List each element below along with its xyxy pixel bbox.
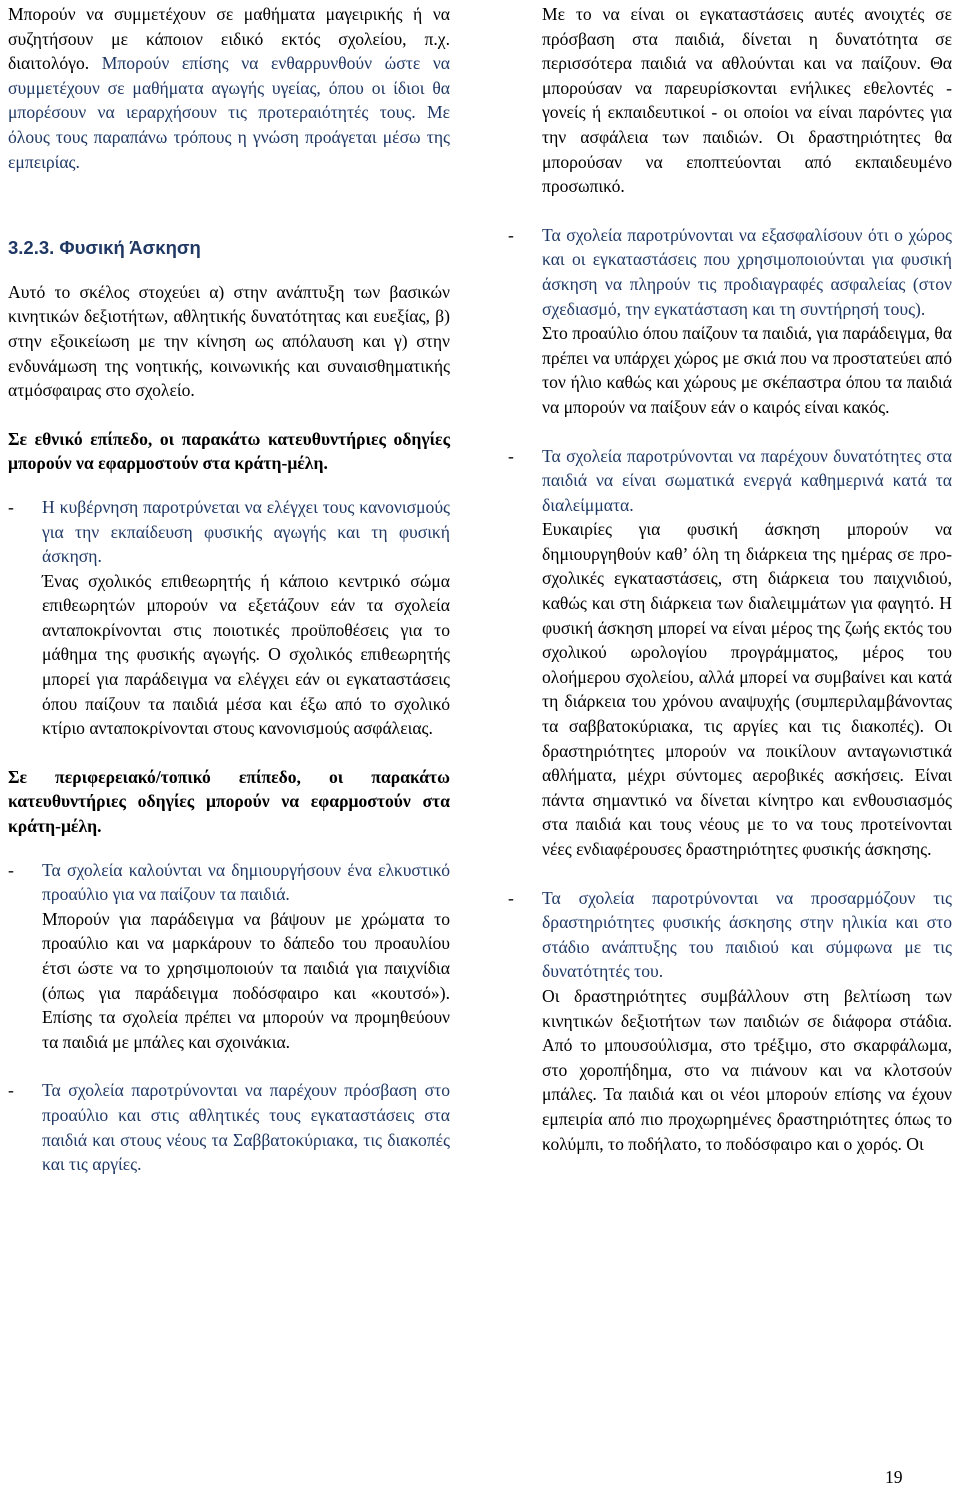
list-item: - Η κυβέρνηση παροτρύνεται να ελέγχει τους κανονισμούς για την εκπαίδευση φυσικής αγωγής και τη φυσική άσκηση. Ένας σχολικός επιθεωρητής ή κάποιο κεντρικό σώμα επιθεωρητών μπορούν να εξετάζουν εάν τα σχολεία ανταποκρίνονται στις ποιοτικές προϋποθέσεις για το μάθημα της φυσικής αγωγής. Ο σχολικός επιθεωρητής μπορεί για παράδειγμα να ελέγχει εάν οι εγκαταστάσεις όπου παίζουν τα παιδιά μέσα και έξω από το σχολικό κτίριο ανταποκρίνονται στους κανονισμούς ασφάλειας.: [8, 496, 450, 739]
intro-paragraph: Μπορούν να συμμετέχουν σε μαθήματα μαγειρικής ή να συζητήσουν με κάποιον ειδικό εκτός σχολείου, π.χ. διαιτολόγο. Μπορούν επίσης να ενθαρρυνθούν ώστε να συμμετέχουν σε μαθήματα αγωγής υγείας, όπου οι ίδιοι θα μπορέσουν να ιεραρχήσουν τις προτεραιότητές τους. Με όλους τους παραπάνω τρόπους η γνώση προάγεται μέσω της εμπειρίας.: [8, 4, 450, 172]
dash-bullet: -: [8, 496, 14, 517]
list-item: - Τα σχολεία παροτρύνονται να παρέχουν δυνατότητες στα παιδιά να είναι σωματικά ενεργά καθημερινά κατά τα διαλείμματα. Ευκαιρίες για φυσική άσκηση μπορούν να δημιουργηθούν καθ’ όλη τη διάρκεια της ημέρας σε προ-σχολικές εγκαταστάσεις, στη διάρκεια του παιχνιδιού, καθώς και στη διάρκεια των διαλειμμάτων για φαγητό. Η φυσική άσκηση μπορεί να είναι μέρος της ζωής εκτός του σχολικού ωρολογίου προγράμματος, μέρος του ολοήμερου σχολείου, αλλά μπορεί να συμβαίνει και κατά τη διάρκεια του χρόνου αναψυχής (συμπεριλαμβάνοντας τα σαββατοκύριακα, τις αργίες και τις διακοπές). Οι δραστηριότητες μπορούν να ποικίλουν ανταγωνιστικά αθλήματα, μέχρι σύντομες αεροβικές ασκήσεις. Είναι πάντα σημαντικό να δίνεται κίνητρο και ενθουσιασμός στα παιδιά και τους νέους με το να τους προτείνονται νέες ενδιαφέρουσες δραστηριότητες φυσικής άσκησης.: [508, 445, 952, 859]
right-column: [508, 2, 952, 1156]
dash-bullet: -: [8, 859, 14, 880]
list-item: - Τα σχολεία παροτρύνονται να εξασφαλίσουν ότι ο χώρος και οι εγκαταστάσεις που χρησιμοποιούνται για φυσική άσκηση να πληρούν τις προδιαγραφές ασφαλείας (στον σχεδιασμό, την εγκατάσταση και τη συντήρησή τους). Στο προαύλιο όπου παίζουν τα παιδιά, για παράδειγμα, θα πρέπει να υπάρχει χώρος με σκιά που να προστατεύει από τον ήλιο καθώς και χώρους με σκέπαστρα όπου τα παιδιά να μπορούν να παίξουν εάν ο καιρός είναι κακός.: [508, 224, 952, 417]
dash-bullet: -: [508, 445, 514, 466]
regional-guidelines-heading: Σε περιφερειακό/τοπικό επίπεδο, οι παρακάτω κατευθυντήριες οδηγίες μπορούν να εφαρμοστούν στα κράτη-μέλη.: [8, 766, 450, 837]
national-guidelines-heading: Σε εθνικό επίπεδο, οι παρακάτω κατευθυντήριες οδηγίες μπορούν να εφαρμοστούν στα κράτη-μέλη.: [8, 428, 450, 474]
list-item: - Τα σχολεία παροτρύνονται να παρέχουν πρόσβαση στο προαύλιο και στις αθλητικές τους εγκαταστάσεις στα παιδιά και στους νέους τα Σαββατοκύριακα, τις διακοπές και τις αργίες.: [8, 1080, 450, 1175]
section-title: 3.2.3. Φυσική Άσκηση: [8, 237, 201, 259]
list-item: - Τα σχολεία παροτρύνονται να προσαρμόζουν τις δραστηριότητες φυσικής άσκησης στην ηλικία και στο στάδιο ανάπτυξης του παιδιού και σύμφωνα με τις δυνατότητές του. Οι δραστηριότητες συμβάλλουν στη βελτίωση των κινητικών δεξιοτήτων των παιδιών σε διάφορα στάδια. Από το μπουσούλισμα, στο τρέξιμο, στο σκαρφάλωμα, στο χοροπήδημα, στο να πιάνουν και να κλοτσούν μπάλες. Τα παιδιά και οι νέοι μπορούν επίσης να έχουν εμπειρία από πιο προχωρημένες δραστηριότητες όπως το κολύμπι, το ποδήλατο, το ποδόσφαιρο και ο χορός. Οι: [508, 887, 952, 1154]
continued-list-item: Με το να είναι οι εγκαταστάσεις αυτές ανοιχτές σε πρόσβαση στα παιδιά, δίνεται η δυνατότητα σε περισσότερα παιδιά να αθλούνται και να παίζουν. Θα μπορούσαν να παρευρίσκονται ενήλικες εθελοντές - γονείς ή εκπαιδευτικοί - οι οποίοι να είναι παρόντες για την ασφάλεια των παιδιών. Οι δραστηριότητες θα μπορούσαν να εποπτεύονται από εκπαιδευμένο προσωπικό.: [542, 4, 952, 197]
page-number: 19: [885, 1467, 903, 1487]
list-item: - Τα σχολεία καλούνται να δημιουργήσουν ένα ελκυστικό προαύλιο για να παίζουν τα παιδιά. Μπορούν για παράδειγμα να βάψουν με χρώματα το προαύλιο και να μαρκάρουν το δάπεδο του προαυλίου έτσι ώστε να το χρησιμοποιούν τα παιδιά για παιχνίδια (όπως για παράδειγμα ποδόσφαιρο και «κουτσό»). Επίσης τα σχολεία πρέπει να μπορούν να προμηθεύουν τα παιδιά με μπάλες και σχοινάκια.: [8, 859, 450, 1052]
dash-bullet: -: [508, 224, 514, 245]
dash-bullet: -: [508, 887, 514, 908]
intro-emphasis: Μπορούν επίσης να ενθαρρυνθούν ώστε να συμμετέχουν σε μαθήματα αγωγής υγείας, όπου οι ίδιοι θα μπορέσουν να ιεραρχήσουν τις προτεραιότητές τους. Με όλους τους παραπάνω τρόπους η γνώση προάγεται μέσω της εμπειρίας.: [8, 53, 450, 172]
left-column: [8, 2, 450, 1177]
dash-bullet: -: [8, 1080, 14, 1101]
section-intro: Αυτό το σκέλος στοχεύει α) στην ανάπτυξη των βασικών κινητικών δεξιοτήτων, αθλητικής δυνατότητας και ευεξίας, β) στην εξοικείωση με την κίνηση ως απόλαυση και γ) στην ενδυνάμωση της νοητικής, κοινωνικής και συναισθηματικής ατμόσφαιρας στο σχολείο.: [8, 281, 450, 401]
